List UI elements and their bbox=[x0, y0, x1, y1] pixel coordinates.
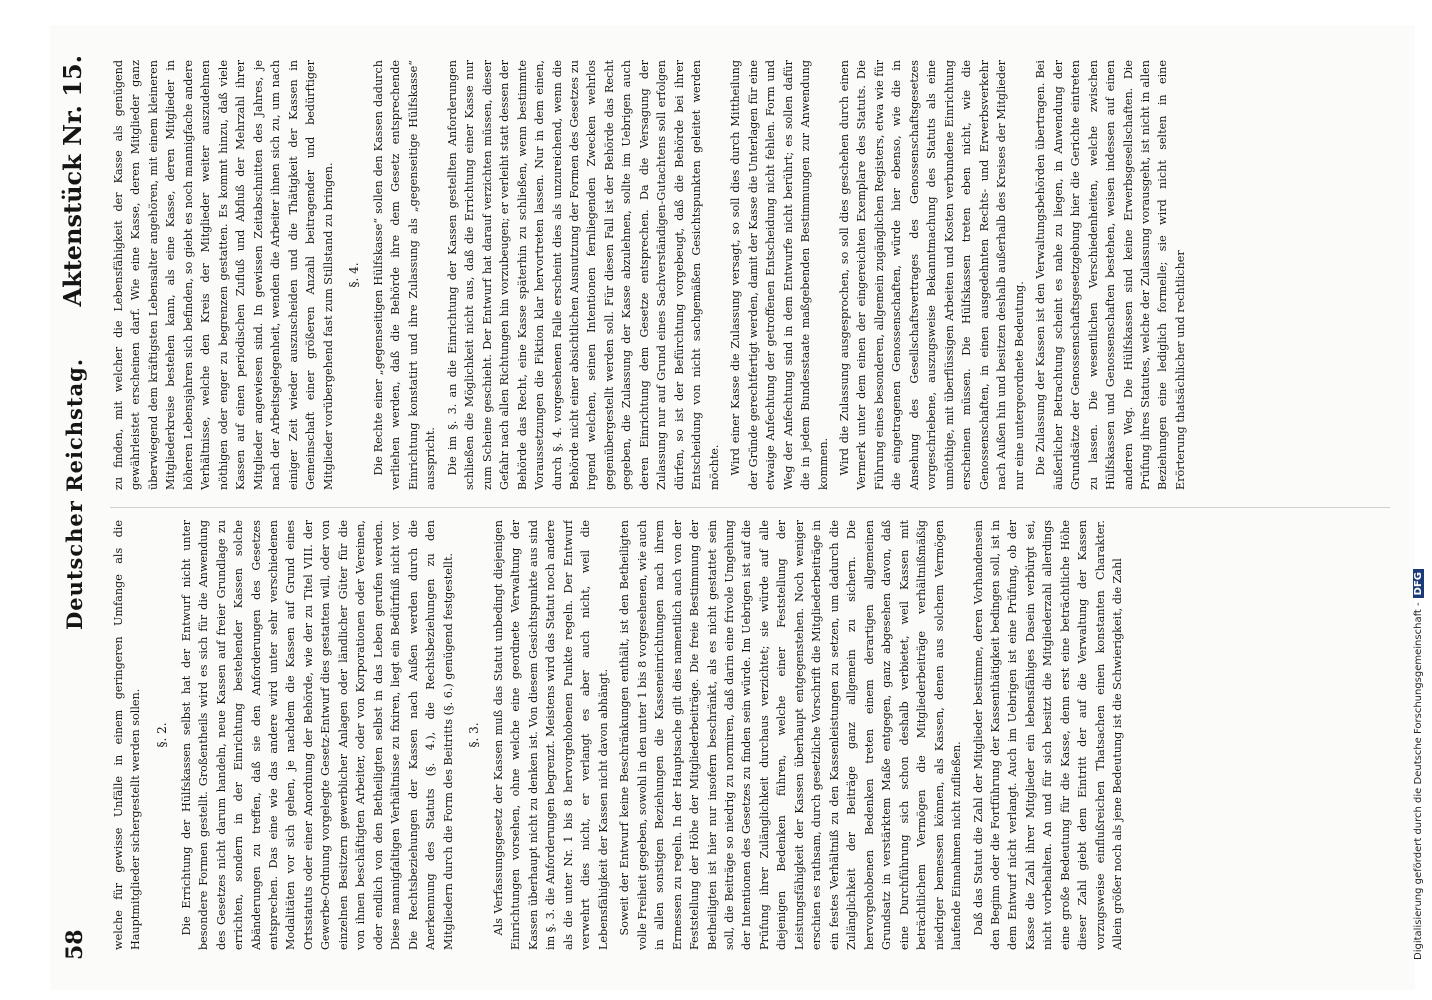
section-heading-4: §. 4. bbox=[347, 262, 362, 288]
paragraph: Daß das Statut die Zahl der Mitglieder bestimme, deren Vorhandensein den Beginn oder die Fortführung der Kassenthätigkeit bedingen soll, ist in dem Entwurf nicht verlangt. Auch im Uebrigen ist eine Prüfung, ob der Kasse die Zahl ihrer Mitglieder ein lebensfähiges Dasein verbürgt sei, nicht vorbehalten. An und für sich besitzt die Mitgliederzahl allerdings eine große Bedeutung für die Kasse, denn erst eine beträchtliche Höhe dieser Zahl giebt dem Eintritt der auf die Verwaltung der Kassen vorzugsweise einflußreichen Thatsachen einen konstanten Charakter. Allein größer noch als jene Bedeutung ist die Schwierigkeit, die Zahl bbox=[971, 520, 1125, 950]
page-content-rotated bbox=[50, 25, 1415, 990]
paragraph: Die im §. 3. an die Einrichtung der Kassen gestellten Anforderungen schließen die Möglichkeit nicht aus, daß die Errichtung einer Kasse nur zum Scheine geschieht. Der Entwurf hat darauf verzichten müssen, dieser Gefahr nach allen Richtungen hin vorzubeugen; er verleiht statt dessen der Behörde das Recht, eine Kasse späterhin zu schließen, wenn bestimmte Voraussetzungen die Fiktion klar hervortreten lassen. Nur in dem einen, durch §. 4. vorgesehenen Falle erscheint dies als unzureichend, wenn die Behörde nicht einer absichtlichen Ausnutzung der Formen des Gesetzes zu irgend welchen, seinen Intentionen fernliegenden Zwecken wehrlos gegenübergestellt werden soll. Für diesen Fall ist der Behörde das Recht gegeben, die Zulassung der Kasse abzulehnen, sollte im Uebrigen auch deren Einrichtung dem Gesetze entsprechen. Da die Versagung der Zulassung nur auf Grund eines Sachverständigen-Gutachtens soll erfolgen dürfen, so ist der Befürchtung vorgebeugt, daß die Behörde bei ihrer Entscheidung von nicht sachgemäßen Gesichtspunkten geleitet werden möchte. bbox=[445, 60, 721, 490]
paragraph: zu finden, mit welcher die Lebensfähigkeit der Kasse als genügend gewährleistet erscheinen darf. Wie eine Kasse, deren Mitglieder ganz überwiegend dem kräftigsten Lebensalter angehören, mit einem kleineren Mitgliederkreise bestehen kann, als eine Kasse, deren Mitglieder in höheren Lebensjahren sich befinden, so giebt es noch mannigfache andere Verhältnisse, welche den Kreis der Mitglieder weiter auszudehnen nöthigen oder enger zu begrenzen gestatten. Es kommt hinzu, daß viele Kassen auf einen periodischen Zufluß und Abfluß der Mehrzahl ihrer Mitglieder angewiesen sind. In gewissen Zeitabschnitten des Jahres, je nach der Arbeitsgelegenheit, wenden die Arbeiter ihnen sich zu, um nach einiger Zeit wieder auszuscheiden und die Thätigkeit der Kassen in Gemeinschaft einer größeren Anzahl beitragender und bedürftiger Mitglieder vorübergehend fast zum Stillstand zu bringen. bbox=[112, 60, 335, 490]
right-column bbox=[110, 60, 1400, 490]
page-header bbox=[56, 55, 96, 960]
scanned-page bbox=[50, 25, 1415, 990]
left-column bbox=[110, 520, 1400, 950]
publication-title: Deutscher Reichstag. bbox=[62, 357, 87, 630]
dfg-logo: DFG bbox=[1413, 569, 1424, 598]
section-heading-3: §. 3. bbox=[467, 722, 482, 748]
document-reference: Aktenstück Nr. 15. bbox=[58, 55, 87, 307]
paragraph: Die Errichtung der Hülfskassen selbst hat der Entwurf nicht unter besondere Formen gestellt. Großentheils wird es sich für die Anwendung des Gesetzes nicht darum handeln, neue Kassen auf freier Grundlage zu errichten, sondern in der Einrichtung bestehender Kassen solche Abänderungen zu treffen, daß sie den Anforderungen des Gesetzes entsprechen. Das eine wie das andere wird unter sehr verschiedenen Modalitäten vor sich gehen, je nachdem die Kassen auf Grund eines Ortsstatuts oder einer Anordnung der Behörde, wie der zu Titel VIII. der Gewerbe-Ordnung vorgelegte Gesetz-Entwurf dies gestatten will, oder von einzelnen Besitzern gewerblicher Anlagen oder ländlicher Güter für die von ihnen beschäftigten Arbeiter, oder von Korporationen oder Vereinen, oder endlich von den Betheiligten selbst in das Leben gerufen werden. Diese mannigfaltigen Verhältnisse zu fixiren, liegt ein Bedürfniß nicht vor. Die Rechtsbeziehungen der Kassen nach Außen werden durch die Anerkennung des Statuts (§. 4.), die Rechtsbeziehungen zu den Mitgliedern durch die Form des Beitritts (§. 6.) genügend festgestellt. bbox=[179, 520, 455, 950]
page-number: 58 bbox=[62, 929, 88, 960]
paragraph: Wird die Zulassung ausgesprochen, so soll dies geschehen durch einen Vermerk unter dem einen der eingereichten Exemplare des Statuts. Die Führung eines besonderen, allgemein zugänglichen Registers, etwa wie für die eingetragenen Genossenschaften, würde hier ebenso, wie die in Ansehung des Gesellschaftsvertrages des Genossenschaftsgesetzes vorgeschriebene, auszugsweise Bekanntmachung des Statuts als eine unnöthige, mit überflüssigen Arbeiten und Kosten verbundene Einrichtung erscheinen müssen. Die Hülfskassen treten eben nicht, wie die Genossenschaften, in einen ausgedehnten Rechts- und Erwerbsverkehr nach Außen hin und besitzen deshalb außerhalb des Kreises der Mitglieder nur eine untergeordnete Bedeutung. bbox=[838, 60, 1026, 490]
paragraph: Die Rechte einer „gegenseitigen Hülfskasse“ sollen den Kassen dadurch verliehen werden, daß die Behörde ihre dem Gesetz entsprechende Einrichtung konstatirt und ihre Zulassung als „gegenseitige Hülfskasse“ ausspricht. bbox=[371, 60, 438, 490]
credit-text: Digitalisierung gefördert durch die Deutsche Forschungsgemeinschaft - bbox=[1413, 602, 1424, 960]
paragraph: Die Zulassung der Kassen ist den Verwaltungsbehörden übertragen. Bei äußerlicher Betrachtung scheint es nahe zu liegen, in Anwendung der Grundsätze der Genossenschaftsgesetzgebung hier die Gerichte eintreten zu lassen. Die wesentlichen Verschiedenheiten, welche zwischen Hülfskassen und Genossenschaften bestehen, weisen indessen auf einen anderen Weg. Die Hülfskassen sind keine Erwerbsgesellschaften. Die Prüfung ihres Statutes, welche der Zulassung vorausgeht, ist nicht in allen Beziehungen eine lediglich formelle; sie wird nicht selten in eine Erörterung thatsächlicher und rechtlicher bbox=[1034, 60, 1187, 490]
column-divider bbox=[110, 507, 1390, 508]
paragraph: Wird einer Kasse die Zulassung versagt, so soll dies durch Mittheilung der Gründe gerechtfertigt werden, damit der Kasse die Unterlagen für eine etwaige Anfechtung der getroffenen Entscheidung nicht fehlen. Form und Weg der Anfechtung sind in dem Entwurfe nicht berührt; es sollen dafür die in jedem Bundesstaate maßgebenden Bestimmungen zur Anwendung kommen. bbox=[729, 60, 830, 490]
paragraph: Soweit der Entwurf keine Beschränkungen enthält, ist den Betheiligten volle Freiheit gegeben, sowohl in den unter 1 bis 8 vorgesehenen, wie auch in allen sonstigen Beziehungen die Kasseneinrichtungen nach ihrem Ermessen zu regeln. In der Hauptsache gilt dies namentlich auch von der Feststellung der Höhe der Mitgliederbeiträge. Die freie Bestimmung der Betheiligten ist hier nur insofern beschränkt, als es nicht gestattet sein soll, die Beiträge so niedrig zu normiren, daß darin eine frivole Umgehung der Intentionen des Gesetzes zu finden sein würde. Im Uebrigen ist auf die Prüfung ihrer Zulänglichkeit durchaus verzichtet; sie würde auf alle diejenigen Bedenken führen, welche einer Feststellung der Leistungsfähigkeit der Kassen überhaupt entgegenstehen. Noch weniger erschien es rathsam, durch gesetzliche Vorschrift die Mitgliederbeiträge in ein festes Verhältniß zu den Kassenleistungen zu setzen, um dadurch die Zulänglichkeit der Beiträge ganz allgemein zu sichern. Die hervorgehobenen Bedenken treten einem derartigen allgemeinen Grundsatz in verstärktem Maße entgegen, ganz abgesehen davon, daß eine Durchführung sich schon deshalb verbietet, weil Kassen mit beträchtlichem Vermögen die Mitgliederbeiträge verhältnißmäßig niedriger bemessen können, als Kassen, denen aus solchem Vermögen laufende Einnahmen nicht zufließen. bbox=[618, 520, 964, 950]
section-heading-2: §. 2. bbox=[154, 722, 169, 748]
paragraph: welche für gewisse Unfälle in einem geringeren Umfange als die Hauptmitglieder sichergestellt werden sollen. bbox=[112, 520, 143, 950]
paragraph: Als Verfassungsgesetz der Kassen muß das Statut unbedingt diejenigen Einrichtungen vorsehen, ohne welche eine geordnete Verwaltung der Kassen überhaupt nicht zu denken ist. Von diesem Gesichtspunkte aus sind im §. 3. die Anforderungen begrenzt. Meistens wird das Statut noch andere als die unter Nr. 1 bis 8 hervorgehobenen Punkte regeln. Der Entwurf verwehrt dies nicht, er verlangt es aber auch nicht, weil die Lebensfähigkeit der Kassen nicht davon abhängt. bbox=[491, 520, 610, 950]
digitization-credit bbox=[1409, 10, 1429, 960]
